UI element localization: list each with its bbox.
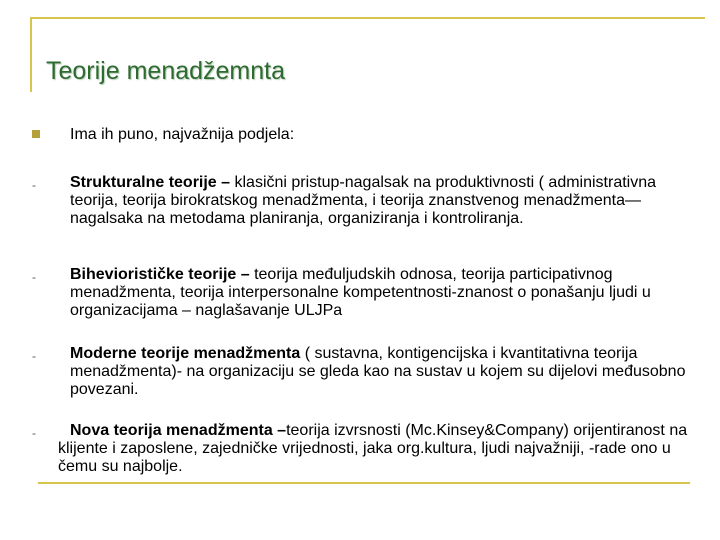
- item-text: Ima ih puno, najvažnija podjela:: [70, 126, 295, 143]
- dash-bullet-icon: -: [32, 349, 36, 363]
- item-text: ( sustavna, kontigencijska i kvantitativna teorija menadžmenta)- na organizaciju se gleda kao na sustav u kojem su dijelovi međusobno povezani.: [70, 345, 686, 398]
- frame-bottom-line: [38, 482, 690, 484]
- item-text: klasični pristup-nagalsak na produktivnosti ( administrativna teorija, teorija birokratskog menadžmenta, i teorija znanstvenog menadžmenta—nagalsaka na metodama planiranja, organiziranja i kontroliranja.: [70, 174, 657, 227]
- dash-bullet-icon: -: [32, 178, 36, 192]
- frame-left-line: [30, 17, 32, 92]
- dash-bullet-icon: -: [32, 426, 36, 440]
- list-item: [70, 174, 695, 228]
- item-heading: Strukturalne teorije –: [70, 174, 231, 191]
- frame-top-line: [30, 17, 705, 19]
- dash-bullet-icon: -: [32, 270, 36, 284]
- list-item: [70, 126, 695, 144]
- slide-title: Teorije menadžemnta: [46, 57, 286, 85]
- item-text: teorija izvrsnosti (Mc.Kinsey&Company) orijentiranost na klijente i zaposlene, zajedničke vrijednosti, jaka org.kultura, ljudi najvažniji, -rade ono u čemu su najbolje.: [58, 422, 688, 475]
- square-bullet-icon: [32, 130, 40, 138]
- list-item: [58, 422, 698, 476]
- item-heading: Nova teorija menadžmenta –: [70, 422, 287, 439]
- item-heading: Moderne teorije menadžmenta: [70, 345, 301, 362]
- list-item: [70, 266, 695, 320]
- item-text: teorija međuljudskih odnosa, teorija participativnog menadžmenta, teorija interpersonalne kompetentnosti-znanost o ponašanju ljudi u organizacijama – naglašavanje ULJPa: [70, 266, 651, 319]
- list-item: [70, 345, 695, 399]
- item-heading: Biheviorističke teorije –: [70, 266, 250, 283]
